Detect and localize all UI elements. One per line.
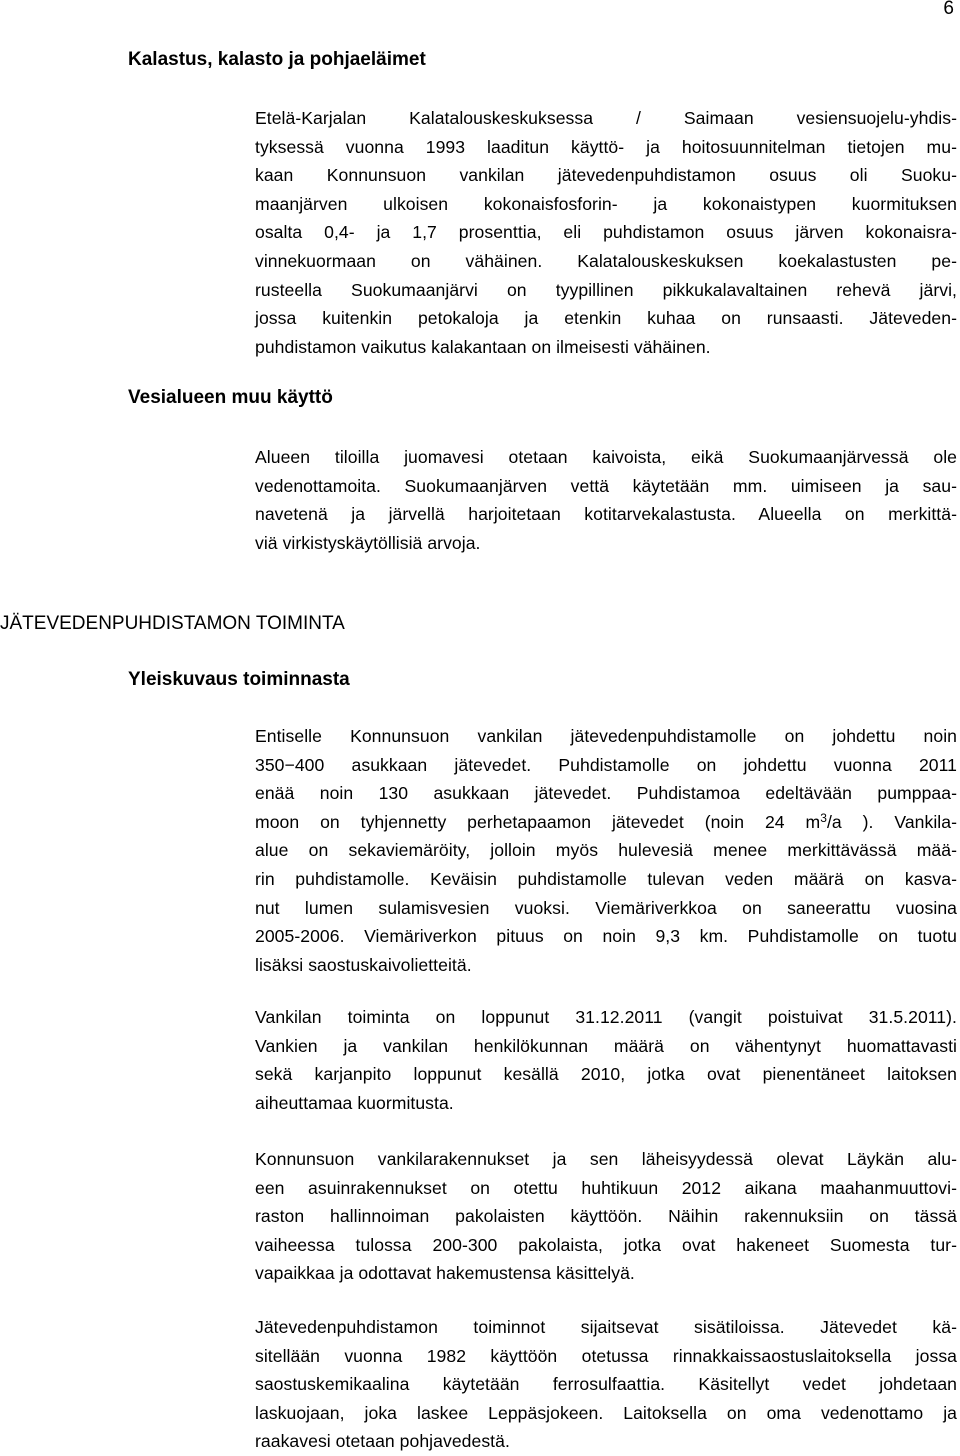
text-line: rin puhdistamolle. Keväisin puhdistamolle tulevan veden määrä on kasva- <box>255 868 957 889</box>
paragraph-yleiskuvaus-3 <box>255 1145 957 1288</box>
text-line: sekä karjanpito loppunut kesällä 2010, jotka ovat pienentäneet laitoksen <box>255 1064 957 1085</box>
text-line: vedenottamoita. Suokumaanjärven vettä käytetään mm. uimiseen ja sau- <box>255 475 957 496</box>
text-line: vinnekuormaan on vähäinen. Kalatalouskeskuksen koekalastusten pe- <box>255 250 957 271</box>
paragraph-yleiskuvaus-1 <box>255 722 957 979</box>
paragraph-yleiskuvaus-2 <box>255 1003 957 1117</box>
section-heading-kalastus: Kalastus, kalasto ja pohjaeläimet <box>128 49 426 70</box>
text-line: Alueen tiloilla juomavesi otetaan kaivoista, eikä Suokumaanjärvessä ole <box>255 447 957 467</box>
text-line: saostuskemikaalina käytetään ferrosulfaattia. Käsitellyt vedet johdetaan <box>255 1374 957 1395</box>
text-line: kaan Konnunsuon vankilan jätevedenpuhdistamon osuus oli Suoku- <box>255 165 957 186</box>
text-line: Konnunsuon vankilarakennukset ja sen läheisyydessä olevat Läykän alu- <box>255 1149 957 1169</box>
text-line: nut lumen sulamisvesien vuoksi. Viemäriverkkoa on saneerattu vuosina <box>255 897 957 918</box>
text-line: maanjärven ulkoisen kokonaisfosforin- ja kokonaistypen kuormituksen <box>255 193 957 214</box>
text-line: laskuojaan, joka laskee Leppäsjokeen. Laitoksella on oma vedenottamo ja <box>255 1402 957 1423</box>
text-line: vapaikkaa ja odottavat hakemustensa käsittelyä. <box>255 1263 635 1284</box>
text-line: navetenä ja järvellä harjoitetaan kotitarvekalastusta. Alueella on merkittä- <box>255 504 957 525</box>
section-heading-vesialue: Vesialueen muu käyttö <box>128 387 333 408</box>
text-line-with-superscript <box>255 808 957 837</box>
paragraph-yleiskuvaus-4 <box>255 1313 957 1456</box>
text-line: Vankilan toiminta on loppunut 31.12.2011 (vangit poistuivat 31.5.2011). <box>255 1007 957 1027</box>
text-line: jossa kuitenkin petokaloja ja etenkin kuhaa on runsaasti. Jäteveden- <box>255 308 957 329</box>
text-line: Vankien ja vankilan henkilökunnan määrä on vähentynyt huomattavasti <box>255 1035 957 1056</box>
text-line: aiheuttamaa kuormitusta. <box>255 1092 454 1113</box>
superscript: 3 <box>820 810 827 825</box>
text-line: raakavesi otetaan pohjavedestä. <box>255 1431 510 1452</box>
section-heading-yleiskuvaus: Yleiskuvaus toiminnasta <box>128 669 350 690</box>
chapter-heading: JÄTEVEDENPUHDISTAMON TOIMINTA <box>0 613 345 634</box>
paragraph-vesialue <box>255 443 957 557</box>
page-number: 6 <box>943 0 954 19</box>
text-fragment: /a ). Vankila- <box>826 811 957 832</box>
text-line: een asuinrakennukset on otettu huhtikuun 2012 aikana maahanmuuttovi- <box>255 1177 957 1198</box>
text-line: Entiselle Konnunsuon vankilan jätevedenpuhdistamolle on johdettu noin <box>255 726 957 746</box>
text-line: sitellään vuonna 1982 käyttöön otetussa rinnakkaissaostuslaitoksella jossa <box>255 1345 957 1366</box>
text-line: Etelä-Karjalan Kalatalouskeskuksessa / Saimaan vesiensuojelu-yhdis- <box>255 108 957 128</box>
paragraph-kalastus <box>255 104 957 361</box>
text-line: vaiheessa tulossa 200-300 pakolaista, jotka ovat hakeneet Suomesta tur- <box>255 1234 957 1255</box>
text-line: alue on sekaviemäröity, jolloin myös hulevesiä menee merkittävässä mää- <box>255 840 957 861</box>
text-fragment: moon on tyhjennetty perhetapaamon jätevedet (noin 24 m <box>255 811 821 832</box>
text-line: osalta 0,4- ja 1,7 prosenttia, eli puhdistamon osuus järven kokonaisra- <box>255 222 957 243</box>
text-line: puhdistamon vaikutus kalakantaan on ilmeisesti vähäinen. <box>255 336 711 357</box>
text-line: lisäksi saostuskaivolietteitä. <box>255 954 472 975</box>
text-line: tyksessä vuonna 1993 laaditun käyttö- ja hoitosuunnitelman tietojen mu- <box>255 136 957 157</box>
text-line: viä virkistyskäytöllisiä arvoja. <box>255 532 481 553</box>
text-line: Jätevedenpuhdistamon toiminnot sijaitsevat sisätiloissa. Jätevedet kä- <box>255 1317 957 1337</box>
text-line: rusteella Suokumaanjärvi on tyypillinen pikkukalavaltainen rehevä järvi, <box>255 279 957 300</box>
text-line: enää noin 130 asukkaan jätevedet. Puhdistamoa edeltävään pumppaa- <box>255 783 957 804</box>
text-line: raston hallinnoiman pakolaisten käyttöön. Näihin rakennuksiin on tässä <box>255 1206 957 1227</box>
text-line: 2005-2006. Viemäriverkon pituus on noin 9,3 km. Puhdistamolle on tuotu <box>255 926 957 947</box>
text-line: 350−400 asukkaan jätevedet. Puhdistamolle on johdettu vuonna 2011 <box>255 754 957 775</box>
